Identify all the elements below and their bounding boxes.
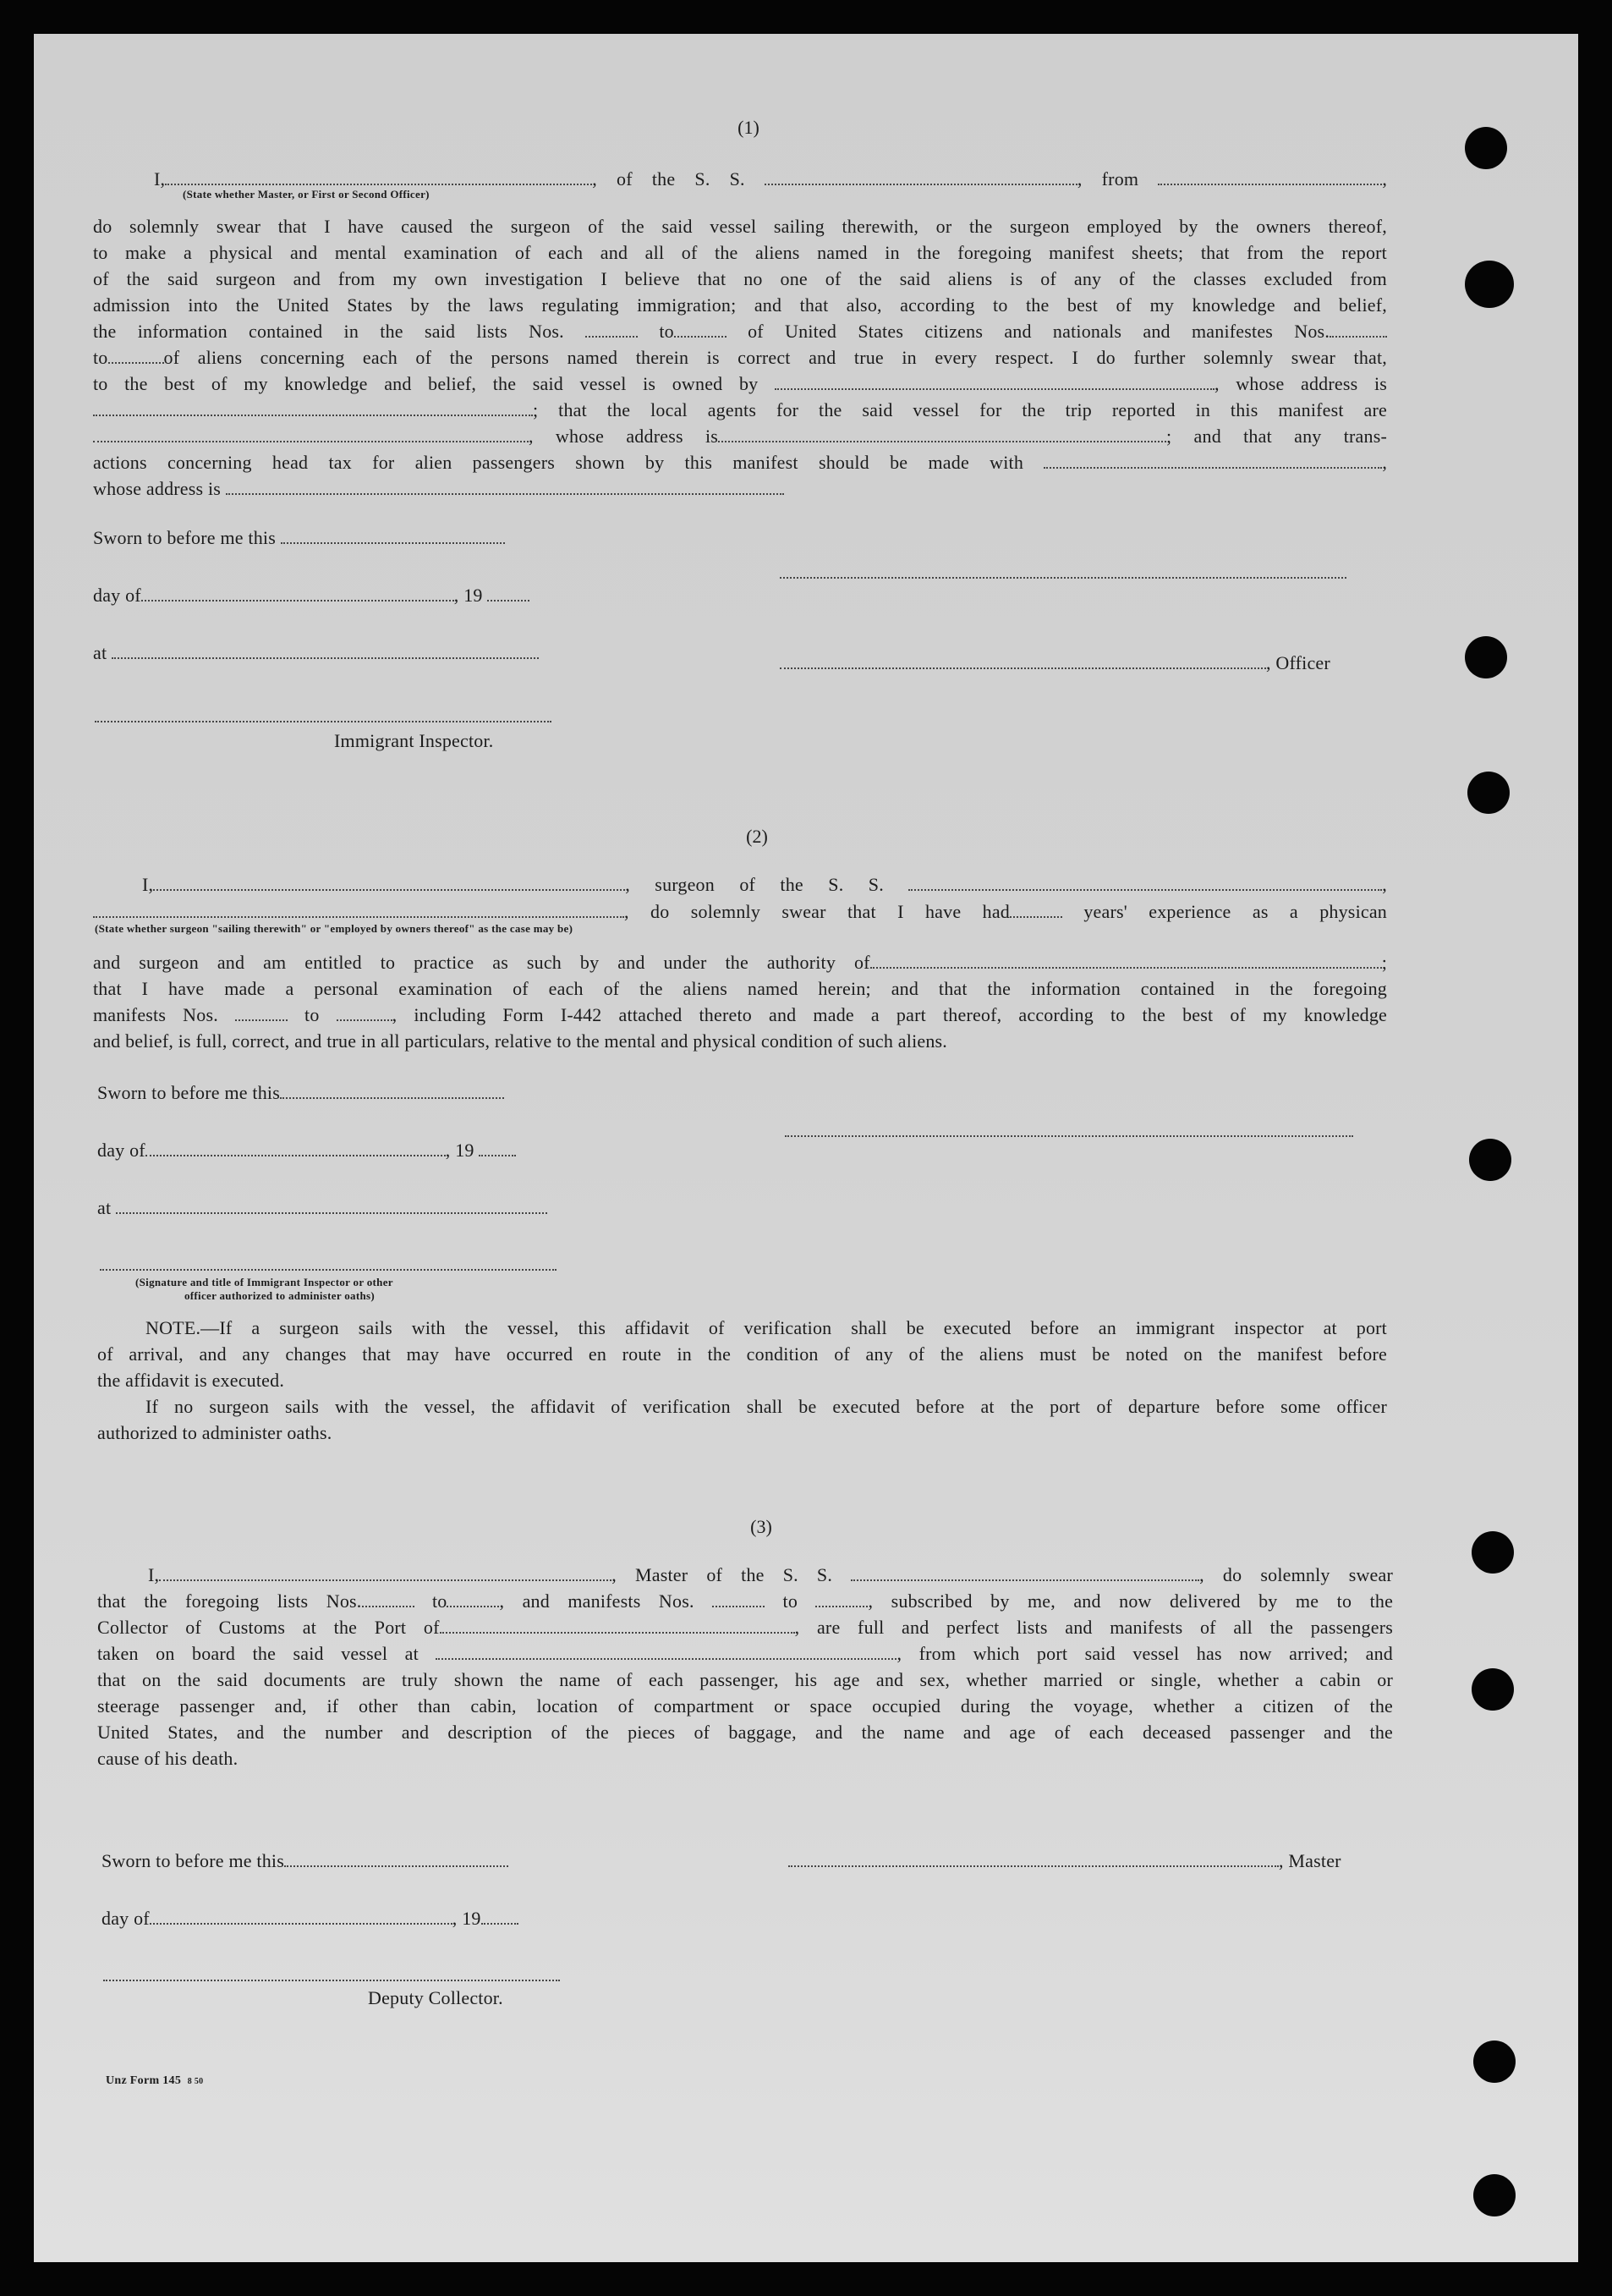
punch-hole [1465, 127, 1507, 169]
s2-sworn: Sworn to before me this [97, 1079, 504, 1106]
s1-body-4: admission into the United States by the laws regulating immigration; and that also, according to the best of my knowledge and belief, [93, 294, 1387, 316]
s1-body-2: to make a physical and mental examination of each and all of the aliens named in the foregoing manifest sheets; that from the report [93, 242, 1387, 263]
s3-body-3: United States, and the number and description of the pieces of baggage, and the name and age of each deceased passenger and the [97, 1722, 1393, 1743]
punch-hole [1465, 636, 1507, 678]
s1-line-7: to the best of my knowledge and belief, the said vessel is owned by , whose address is [93, 373, 1388, 394]
s1-day: day of , 19 [93, 582, 529, 608]
section-3-number: (3) [750, 1516, 772, 1537]
s3-line-3: Collector of Customs at the Port of , are full and perfect lists and manifests of all the passengers [97, 1617, 1393, 1638]
punch-hole [1472, 1668, 1514, 1711]
s2-note-2: of arrival, and any changes that may have occurred en route in the condition of any of the aliens must be noted on the manifest before [97, 1343, 1387, 1365]
s2-line-4: that I have made a personal examination of each of the aliens named herein; and that the information contained in the foregoing [93, 978, 1387, 999]
s2-signature-line [785, 1135, 1353, 1137]
s1-body-1: do solemnly swear that I have caused the surgeon of the said vessel sailing therewith, or the surgeon employed by the owners thereof, [93, 216, 1387, 237]
s2-line-1: I, , surgeon of the S. S. , [142, 874, 1387, 895]
s1-signature-line [780, 577, 1346, 579]
s1-line-8: ; that the local agents for the said vessel for the trip reported in this manifest are [93, 397, 1387, 423]
s2-note-3: the affidavit is executed. [97, 1370, 285, 1391]
s2-at: at [97, 1195, 547, 1221]
s1-line-9: , whose address is ; and that any trans- [93, 423, 1387, 449]
s2-note2-2: authorized to administer oaths. [97, 1422, 332, 1443]
s3-line-4: taken on board the said vessel at , from which port said vessel has now arrived; and [97, 1643, 1394, 1664]
s1-inspector-line [95, 721, 551, 722]
s1-body-3: of the said surgeon and from my own investigation I believe that no one of the said aliens is of any of the classes excluded from [93, 268, 1387, 289]
punch-hole [1469, 1139, 1511, 1181]
section-1-number: (1) [737, 117, 759, 138]
s1-line-6: to of aliens concerning each of the persons named therein is correct and true in every respect. I do further solemnly swear that, [93, 347, 1387, 368]
s2-day: day of , 19 [97, 1137, 516, 1163]
s1-line-5: the information contained in the said lists Nos. to of United States citizens and nationals and manifestes Nos. [93, 318, 1387, 344]
s1-role-note: (State whether Master, or First or Second Officer) [183, 188, 430, 200]
s3-body-last: cause of his death. [97, 1748, 239, 1769]
section-2-number: (2) [746, 826, 768, 847]
s1-line-10: actions concerning head tax for alien passengers shown by this manifest should be made with , [93, 452, 1388, 473]
s2-note2-1: If no surgeon sails with the vessel, the affidavit of verification shall be executed before at the port of departure before some officer [145, 1396, 1387, 1417]
s1-officer: , Officer [780, 650, 1330, 676]
s3-collector-line [103, 1980, 560, 1981]
punch-hole [1473, 2174, 1516, 2216]
s2-note-1: NOTE.—If a surgeon sails with the vessel, this affidavit of verification shall be executed before an immigrant inspector at port [145, 1317, 1387, 1338]
s1-sworn: Sworn to before me this [93, 525, 505, 551]
s2-inspector-line [100, 1269, 557, 1271]
s2-line-2: , do solemnly swear that I have had years' experience as a physican [93, 898, 1387, 925]
s3-body-2: steerage passenger and, if other than cabin, location of compartment or space occupied during the voyage, whether a citizen of the [97, 1695, 1393, 1717]
s3-line-2: that the foregoing lists Nos. to , and manifests Nos. to , subscribed by me, and now delivered by me to the [97, 1590, 1394, 1612]
punch-hole [1467, 772, 1510, 814]
s2-sig-note-1: (Signature and title of Immigrant Inspector or other [135, 1276, 393, 1288]
punch-hole [1472, 1531, 1514, 1574]
punch-hole [1473, 2041, 1516, 2083]
s1-line-11: whose address is [93, 475, 784, 502]
s2-line-3: and surgeon and am entitled to practice as such by and under the authority of ; [93, 952, 1387, 973]
s3-day: day of , 19 [101, 1905, 518, 1931]
s2-sig-note-2: officer authorized to administer oaths) [184, 1289, 375, 1302]
s2-line-6: and belief, is full, correct, and true in all particulars, relative to the mental and physical condition of such aliens. [93, 1030, 948, 1052]
form-sheet [34, 34, 1578, 2262]
s1-line-1: I, , of the S. S. , from , [154, 168, 1388, 190]
s3-sworn: Sworn to before me this [101, 1848, 508, 1874]
s3-master: , Master [788, 1848, 1341, 1874]
punch-hole [1465, 261, 1514, 308]
s3-body-1: that on the said documents are truly shown the name of each passenger, his age and sex, whether married or single, whether a cabin or [97, 1669, 1393, 1690]
s2-line-5: manifests Nos. to , including Form I-442 attached thereto and made a part thereof, according to the best of my knowledge [93, 1004, 1388, 1025]
s1-inspector-label: Immigrant Inspector. [334, 730, 494, 751]
s3-line-1: I, , Master of the S. S. , do solemnly swear [148, 1564, 1393, 1585]
form-id: Unz Form 145 8 50 [106, 2074, 204, 2087]
s3-collector-label: Deputy Collector. [368, 1987, 503, 2008]
s2-surgeon-note: (State whether surgeon "sailing therewith" or "employed by owners thereof" as the case may be) [95, 922, 573, 935]
s1-at: at [93, 640, 539, 666]
